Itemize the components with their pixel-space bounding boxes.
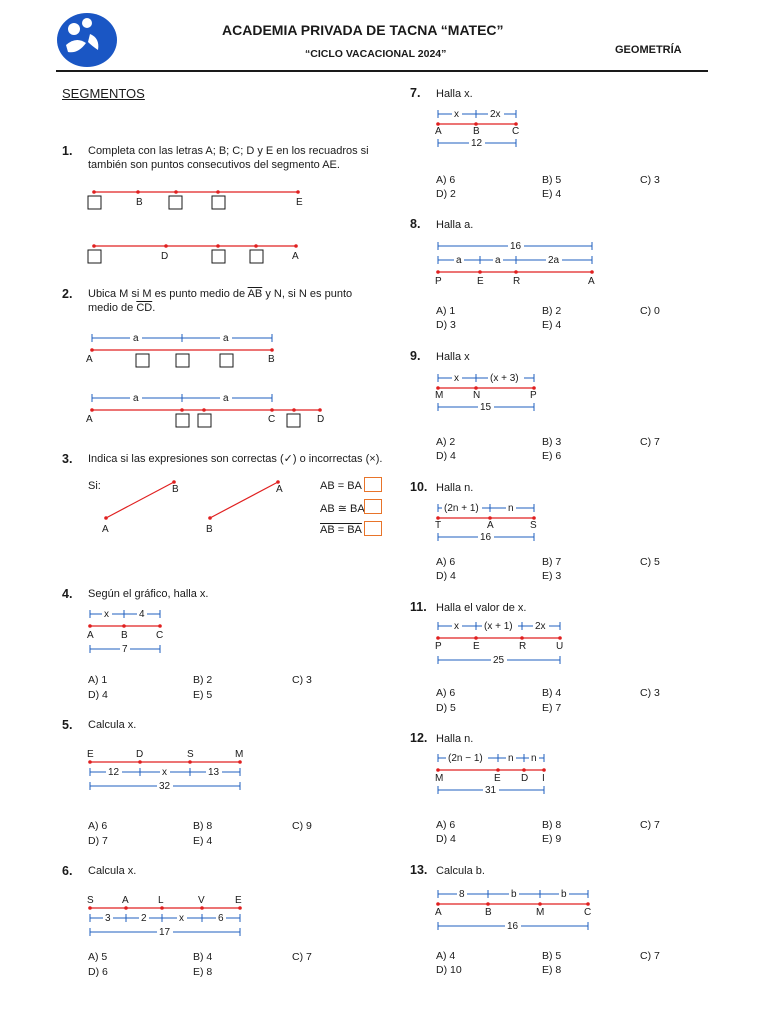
option: B) 4 [193, 951, 213, 963]
segment-cd: $\overline{CD}$ [136, 302, 153, 314]
figure-label: 25 [493, 655, 505, 666]
question-text: Halla n. [436, 733, 474, 745]
figure-label: a [495, 255, 501, 266]
option: D) 4 [436, 570, 456, 582]
expression-3: AB = BA [320, 524, 362, 536]
q9-figure [432, 370, 552, 416]
option: C) 9 [292, 820, 312, 832]
figure-label: R [513, 276, 521, 287]
figure-label: B [206, 524, 213, 535]
figure-label: x [104, 609, 109, 620]
figure-label: x [162, 767, 167, 778]
figure-label: E [87, 749, 94, 760]
question-number: 6. [62, 864, 73, 878]
question-text: Calcula x. [88, 719, 137, 731]
figure-label: M [435, 773, 444, 784]
figure-label: A [435, 907, 442, 918]
figure-label: B [121, 630, 128, 641]
figure-label: C [584, 907, 592, 918]
figure-label: D [317, 414, 325, 425]
segment-ab: $\overline{AB}$ [247, 288, 263, 300]
option: D) 5 [436, 702, 456, 714]
section-title: SEGMENTOS [62, 86, 145, 101]
option: C) 7 [640, 950, 660, 962]
q11-figure [432, 618, 572, 668]
option: D) 3 [436, 319, 456, 331]
figure-label: P [435, 641, 442, 652]
q12-figure [432, 750, 562, 800]
option: D) 7 [88, 835, 108, 847]
figure-label: b [511, 889, 517, 900]
answer-box-2[interactable] [364, 499, 382, 514]
question-number: 13. [410, 863, 428, 877]
option: A) 6 [436, 174, 456, 186]
figure-label: A [588, 276, 595, 287]
option: E) 6 [542, 450, 562, 462]
si-label: Si: [88, 480, 101, 492]
option: B) 7 [542, 556, 562, 568]
figure-label: x [454, 373, 459, 384]
figure-label: 15 [480, 402, 492, 413]
option: C) 3 [640, 687, 660, 699]
figure-label: M [536, 907, 545, 918]
figure-label: B [485, 907, 492, 918]
header-divider [56, 70, 708, 72]
figure-label: A [276, 484, 283, 495]
option: A) 6 [436, 687, 456, 699]
option: D) 4 [436, 833, 456, 845]
option: C) 7 [640, 436, 660, 448]
point-label: B [136, 197, 143, 208]
question-text: Ubica M si M es punto medio de $\overline{AB}$ y N, si N es punto medio de $\overline{CD}$. [88, 288, 353, 314]
figure-label: R [519, 641, 527, 652]
question-text: Halla a. [436, 219, 474, 231]
figure-label: S [87, 895, 94, 906]
figure-label: C [512, 126, 520, 137]
q4-figure [84, 606, 174, 658]
question-number: 2. [62, 287, 73, 301]
figure-label: 2x [490, 109, 501, 120]
option: E) 3 [542, 570, 562, 582]
option: B) 5 [542, 950, 562, 962]
figure-label: 16 [510, 241, 522, 252]
question-number: 1. [62, 144, 73, 158]
header-subtitle: “CICLO VACACIONAL 2024” [305, 48, 447, 60]
figure-label: I [542, 773, 545, 784]
option: A) 4 [436, 950, 456, 962]
figure-label: M [435, 390, 444, 401]
question-number: 3. [62, 452, 73, 466]
option: D) 6 [88, 966, 108, 978]
figure-label: C [268, 414, 276, 425]
expression-2: AB ≅ BA [320, 503, 365, 515]
point-label: D [161, 251, 169, 262]
question-number: 12. [410, 731, 428, 745]
question-number: 11. [410, 600, 427, 614]
figure-label: B [172, 484, 179, 495]
figure-label: b [561, 889, 567, 900]
figure-label: E [473, 641, 480, 652]
figure-label: 32 [159, 781, 171, 792]
figure-label: a [223, 333, 229, 344]
q2-figure-1 [84, 330, 284, 372]
option: B) 2 [542, 305, 562, 317]
option: B) 3 [542, 436, 562, 448]
question-text: Calcula x. [88, 865, 137, 877]
option: C) 7 [640, 819, 660, 831]
question-text: Halla x [436, 351, 470, 363]
figure-label: P [435, 276, 442, 287]
q8-figure [432, 238, 602, 288]
option: E) 8 [542, 964, 562, 976]
option: B) 8 [193, 820, 213, 832]
figure-label: a [133, 333, 139, 344]
figure-label: B [268, 354, 275, 365]
option: B) 4 [542, 687, 562, 699]
option: A) 6 [436, 819, 456, 831]
option: A) 6 [88, 820, 108, 832]
option: A) 2 [436, 436, 456, 448]
figure-label: 4 [139, 609, 145, 620]
figure-label: 12 [471, 138, 483, 149]
figure-label: A [86, 354, 93, 365]
point-label: E [296, 197, 303, 208]
figure-label: 2x [535, 621, 546, 632]
q2-figure-2 [84, 390, 334, 432]
figure-label: S [530, 520, 537, 531]
figure-label: 2a [548, 255, 560, 266]
option: A) 5 [88, 951, 108, 963]
figure-label: n [508, 753, 514, 764]
figure-label: a [223, 393, 229, 404]
q7-figure [432, 106, 532, 152]
figure-label: A [435, 126, 442, 137]
option: C) 5 [640, 556, 660, 568]
figure-label: (x + 3) [490, 373, 519, 384]
figure-label: (x + 1) [484, 621, 513, 632]
figure-label: A [122, 895, 129, 906]
option: E) 4 [193, 835, 213, 847]
option: C) 7 [292, 951, 312, 963]
figure-label: L [158, 895, 164, 906]
point-label: A [292, 251, 299, 262]
figure-label: (2n − 1) [448, 753, 483, 764]
figure-label: T [435, 520, 442, 531]
figure-label: U [556, 641, 564, 652]
figure-label: 12 [108, 767, 120, 778]
option: D) 2 [436, 188, 456, 200]
figure-label: 13 [208, 767, 220, 778]
question-number: 7. [410, 86, 421, 100]
option: E) 8 [193, 966, 213, 978]
figure-label: a [456, 255, 462, 266]
option: E) 9 [542, 833, 562, 845]
question-text: Halla x. [436, 88, 473, 100]
option: C) 0 [640, 305, 660, 317]
question-text: Halla n. [436, 482, 474, 494]
figure-label: V [198, 895, 205, 906]
header-title: ACADEMIA PRIVADA DE TACNA “MATEC” [222, 22, 504, 38]
figure-label: 2 [141, 913, 147, 924]
q10-figure [432, 500, 552, 546]
question-number: 4. [62, 587, 73, 601]
figure-label: n [531, 753, 537, 764]
figure-label: 6 [218, 913, 224, 924]
expression-1: AB = BA [320, 480, 362, 492]
figure-label: 16 [507, 921, 519, 932]
figure-label: A [87, 630, 94, 641]
option: A) 1 [88, 674, 108, 686]
q13-figure [432, 886, 602, 936]
figure-label: n [508, 503, 514, 514]
figure-label: x [454, 109, 459, 120]
academy-logo [56, 12, 118, 68]
answer-box-3[interactable] [364, 521, 382, 536]
figure-label: P [530, 390, 537, 401]
option: A) 1 [436, 305, 456, 317]
figure-label: D [521, 773, 529, 784]
question-number: 9. [410, 349, 421, 363]
option: E) 5 [193, 689, 213, 701]
figure-label: M [235, 749, 244, 760]
figure-label: 7 [122, 644, 128, 655]
option: E) 4 [542, 188, 562, 200]
figure-label: 8 [459, 889, 465, 900]
question-number: 8. [410, 217, 421, 231]
figure-label: A [86, 414, 93, 425]
figure-label: 16 [480, 532, 492, 543]
figure-label: 3 [105, 913, 111, 924]
option: B) 2 [193, 674, 213, 686]
question-text: Indica si las expresiones son correctas (✓) o incorrectas (×). [88, 453, 383, 465]
figure-label: E [494, 773, 501, 784]
question-text: Calcula b. [436, 865, 485, 877]
option: E) 7 [542, 702, 562, 714]
q5-figure [84, 746, 254, 796]
figure-label: E [235, 895, 242, 906]
figure-label: D [136, 749, 144, 760]
figure-label: 31 [485, 785, 497, 796]
figure-label: (2n + 1) [444, 503, 479, 514]
question-number: 5. [62, 718, 73, 732]
figure-label: 17 [159, 927, 171, 938]
figure-label: x [179, 913, 184, 924]
q6-figure [84, 892, 254, 942]
option: E) 4 [542, 319, 562, 331]
option: B) 5 [542, 174, 562, 186]
option: C) 3 [292, 674, 312, 686]
figure-label: C [156, 630, 164, 641]
question-text: Halla el valor de x. [436, 602, 527, 614]
question-text: Completa con las letras A; B; C; D y E en los recuadros si también son puntos consecutivos del segmento AE. [88, 145, 369, 171]
option: D) 4 [88, 689, 108, 701]
figure-label: E [477, 276, 484, 287]
figure-label: N [473, 390, 481, 401]
answer-box-1[interactable] [364, 477, 382, 492]
option: A) 6 [436, 556, 456, 568]
option: C) 3 [640, 174, 660, 186]
subject-label: GEOMETRÍA [615, 44, 682, 56]
figure-label: A [102, 524, 109, 535]
q1-figure [86, 184, 316, 266]
figure-label: x [454, 621, 459, 632]
figure-label: S [187, 749, 194, 760]
figure-label: A [487, 520, 494, 531]
option: D) 4 [436, 450, 456, 462]
question-number: 10. [410, 480, 428, 494]
figure-label: B [473, 126, 480, 137]
figure-label: a [133, 393, 139, 404]
q3-figure [100, 478, 300, 536]
question-text: Según el gráfico, halla x. [88, 588, 209, 600]
option: D) 10 [436, 964, 462, 976]
option: B) 8 [542, 819, 562, 831]
